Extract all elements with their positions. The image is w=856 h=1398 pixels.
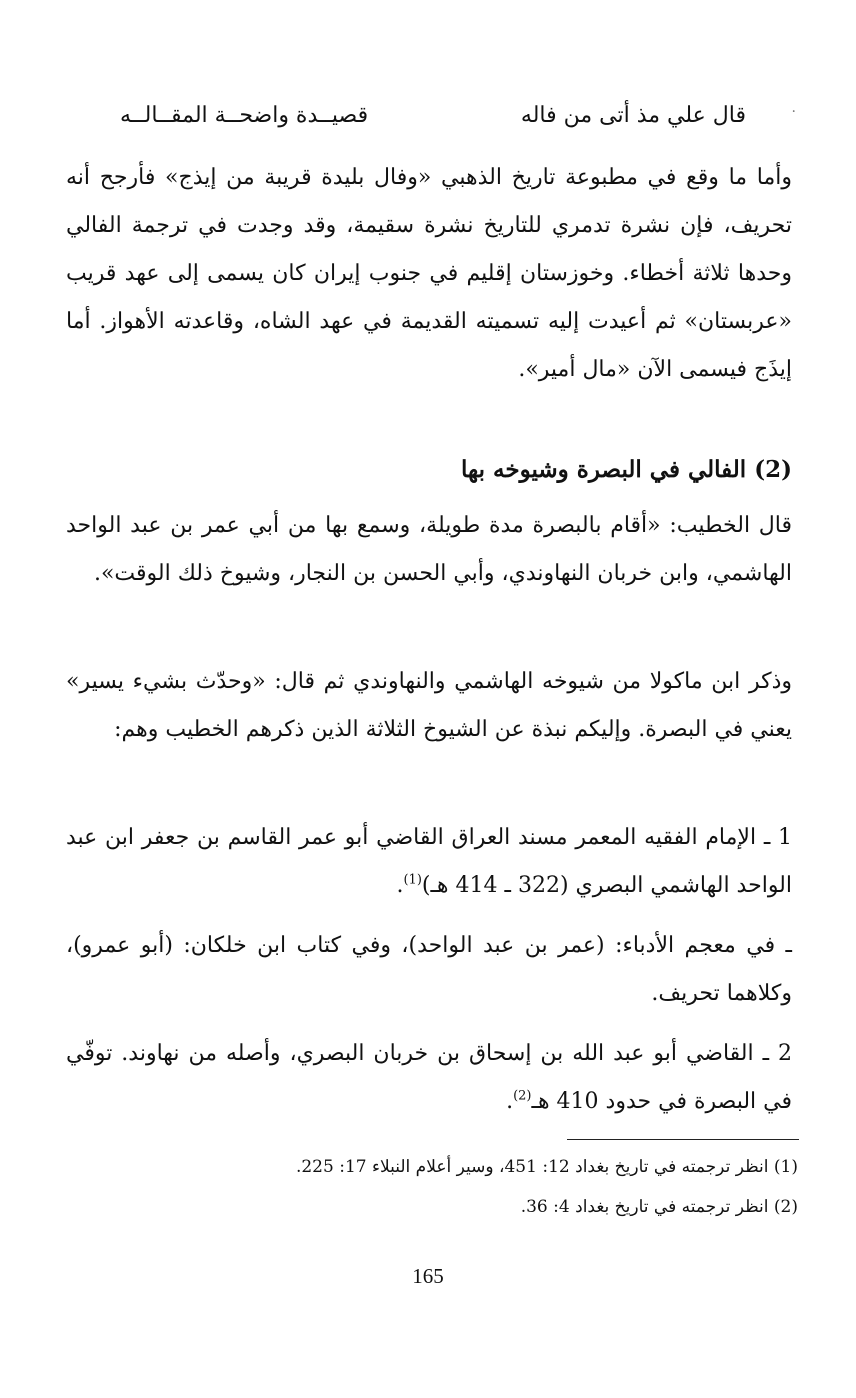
paragraph-khatib-quote: قال الخطيب: «أقام بالبصرة مدة طويلة، وسمع بها من أبي عمر بن عبد الواحد الهاشمي، وابن خربان النهاوندي، وأبي الحسن بن النجار، وشيوخ ذلك الوقت».: [66, 513, 792, 586]
verse-hemistich-left: قصيــدة واضحــة المقــالــه: [120, 103, 369, 128]
paragraph-correction-note: ـ في معجم الأدباء: (عمر بن عبد الواحد)، وفي كتاب ابن خلكان: (أبو عمرو)، وكلاهما تحريف.: [66, 933, 792, 1006]
footnote-ref-2: (2): [513, 1088, 532, 1104]
section-heading: (2) الفالي في البصرة وشيوخه بها: [461, 456, 792, 483]
paragraph-idhaj-note: وأما ما وقع في مطبوعة تاريخ الذهبي «وفال بليدة قريبة من إيذج» فأرجح أنه تحريف، فإن نشرة تدمري للتاريخ نشرة سقيمة، وقد وجدت في ترجمة الفالي وحدها ثلاثة أخطاء. وخوزستان إقليم في جنوب إيران كان يسمى إلى عهد قريب «عربستان» ثم أعيدت إليه تسميته القديمة في عهد الشاه، وقاعدته الأهواز. أما إيذَج فيسمى الآن «مال أمير».: [66, 165, 792, 382]
paragraph-shaykh-2: [66, 1030, 792, 1126]
paragraph-ibn-makula-text: وذكر ابن ماكولا من شيوخه الهاشمي والنهاوندي ثم قال: «وحدّث بشيء يسير» يعني في البصرة. وإليكم نبذة عن الشيوخ الثلاثة الذين ذكرهم الخطيب وهم:: [66, 669, 792, 742]
footnote-ref-1: (1): [403, 872, 422, 888]
paragraph-ibn-makula: [66, 658, 792, 754]
margin-dot: .: [791, 100, 796, 116]
footnote-2: (2) انظر ترجمته في تاريخ بغداد 4: 36.: [520, 1197, 798, 1217]
paragraph-shaykh-1: [66, 814, 792, 910]
verse-hemistich-right: قال علي مذ أتى من فاله: [520, 103, 746, 128]
shaykh-1-end: .: [396, 873, 404, 898]
footnote-1: (1) انظر ترجمته في تاريخ بغداد 12: 451، وسير أعلام النبلاء 17: 225.: [295, 1157, 798, 1177]
poem-verse: [120, 92, 746, 140]
shaykh-1-text: 1 ـ الإمام الفقيه المعمر مسند العراق القاضي أبو عمر القاسم بن جعفر ابن عبد الواحد الهاشمي البصري (322 ـ 414 هـ): [66, 825, 792, 898]
shaykh-2-end: .: [506, 1089, 514, 1114]
footnote-separator: [567, 1139, 799, 1140]
page-number: 165: [412, 1264, 444, 1288]
shaykh-2-text: 2 ـ القاضي أبو عبد الله بن إسحاق بن خربان البصري، وأصله من نهاوند. توفّي في البصرة في حدود 410 هـ: [66, 1041, 792, 1114]
